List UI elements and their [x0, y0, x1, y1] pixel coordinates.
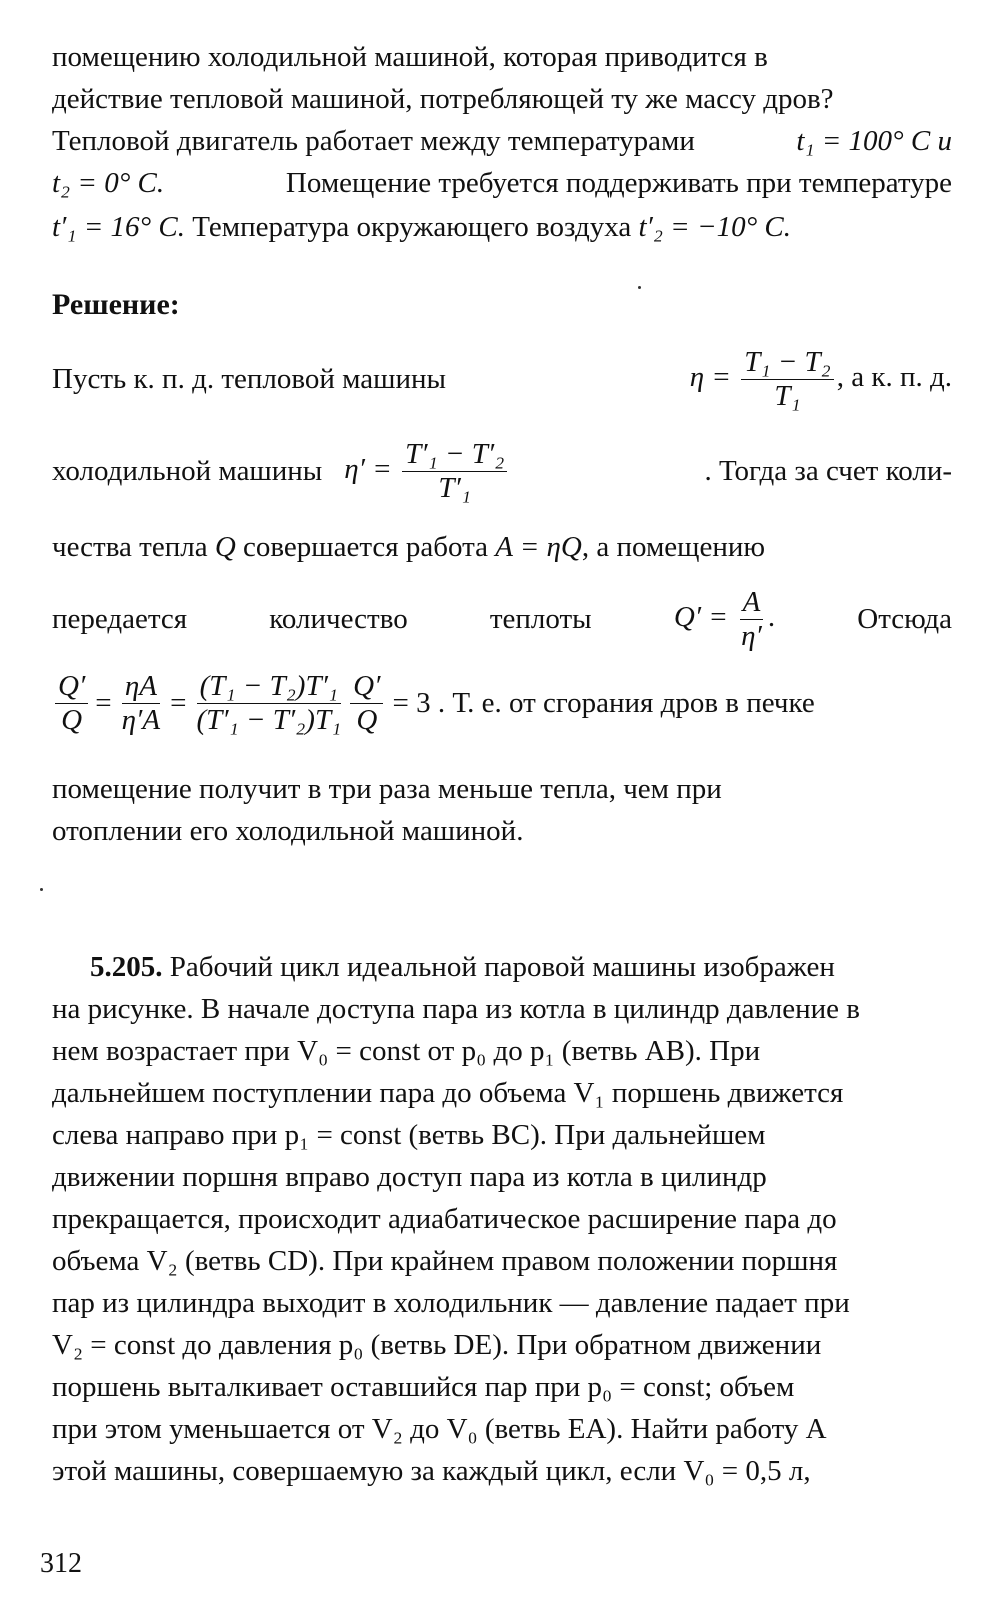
- denominator: (T′₁ − T′₂)T₁: [196, 704, 342, 736]
- text: , а помещению: [581, 531, 766, 563]
- text-line: [52, 124, 952, 158]
- fraction: [119, 672, 163, 735]
- numerator: ηA: [122, 672, 160, 704]
- text: этой машины, совершаемую за каждый цикл, если V₀ = 0,5 л,: [52, 1455, 811, 1487]
- text: Помещение требуется поддерживать при температуре: [285, 167, 952, 199]
- text: Пусть к. п. д. тепловой машины: [52, 363, 447, 395]
- text-line: [52, 814, 952, 848]
- text: объема V₂ (ветвь CD). При крайнем правом положении поршня: [52, 1245, 838, 1277]
- text: дальнейшем поступлении пара до объема V₁ поршень движется: [52, 1077, 844, 1109]
- text: . Тогда за счет коли-: [704, 455, 952, 487]
- text-line: [52, 1286, 952, 1320]
- fraction: [193, 672, 344, 735]
- text-line: [52, 1202, 952, 1236]
- fraction: [738, 588, 765, 651]
- numerator: A: [740, 588, 764, 620]
- formula-work: A = ηQ: [495, 531, 582, 563]
- text: помещению холодильной машиной, которая приводится в: [52, 41, 768, 73]
- numerator: (T₁ − T₂)T′₁: [197, 672, 341, 704]
- text-line: [52, 40, 952, 74]
- fraction: [402, 440, 507, 503]
- text: слева направо при p₁ = const (ветвь BC). При дальнейшем: [52, 1119, 766, 1151]
- text: совершается работа: [243, 531, 489, 563]
- text: при этом уменьшается от V₂ до V₀ (ветвь EA). Найти работу A: [52, 1413, 827, 1445]
- text: Рабочий цикл идеальной паровой машины изображен: [169, 951, 835, 983]
- text: [392, 687, 952, 720]
- text: действие тепловой машиной, потребляющей ту же массу дров?: [52, 83, 834, 115]
- text: .: [767, 601, 776, 634]
- formula-eta: [690, 348, 952, 411]
- text-line: [52, 992, 952, 1026]
- text-line: [52, 1454, 952, 1488]
- text: движении поршня вправо доступ пара из котла в цилиндр: [52, 1161, 767, 1193]
- text-line: [52, 166, 952, 200]
- numerator: T₁ − T₂: [741, 348, 834, 380]
- denominator: η′A: [121, 704, 161, 736]
- text-line: [52, 1328, 952, 1362]
- text: помещение получит в три раза меньше тепла, чем при: [52, 773, 722, 805]
- text: нем возрастает при V₀ = const от p₀ до p₁ (ветвь AB). При: [52, 1035, 761, 1067]
- text-line: [52, 1076, 952, 1110]
- formula-q-prime: [674, 588, 775, 651]
- problem-number: 5.205.: [90, 951, 163, 983]
- q-prime-lhs: Q′ =: [673, 601, 728, 634]
- text-line: [52, 772, 952, 806]
- solution-heading: Решение:: [52, 288, 180, 321]
- denominator: Q: [356, 704, 378, 736]
- text: передается: [52, 603, 188, 635]
- formula-t2-prime: t′₂ = −10° C.: [638, 211, 792, 243]
- fraction: [350, 672, 383, 735]
- text-line: [52, 1160, 952, 1194]
- equals-sign: =: [170, 687, 187, 719]
- eta-lhs: η =: [689, 361, 731, 394]
- numerator: Q′: [55, 672, 88, 704]
- equals-sign: =: [95, 687, 112, 719]
- text: поршень выталкивает оставшийся пар при p₀ = const; объем: [52, 1371, 795, 1403]
- text: теплоты: [489, 603, 592, 635]
- text: = 3 . Т. е. от сгорания дров в печке: [392, 687, 815, 719]
- text-line: [52, 1370, 952, 1404]
- text-line: [52, 1244, 952, 1278]
- text: Температура окружающего воздуха: [192, 211, 632, 243]
- text: отоплении его холодильной машиной.: [52, 815, 524, 847]
- text-line: [90, 950, 952, 984]
- speck: [638, 286, 641, 289]
- text: Отсюда: [857, 603, 952, 635]
- text: V₂ = const до давления p₀ (ветвь DE). При обратном движении: [52, 1329, 822, 1361]
- text-line: [52, 440, 952, 503]
- denominator: Q: [61, 704, 83, 736]
- text: Тепловой двигатель работает между температурами: [52, 125, 695, 157]
- formula-eta-prime: [344, 440, 510, 503]
- text-line: [52, 1034, 952, 1068]
- text-line: [52, 1412, 952, 1446]
- formula-q: Q: [214, 531, 236, 563]
- text: на рисунке. В начале доступа пара из котла в цилиндр давление в: [52, 993, 860, 1025]
- numerator: Q′: [350, 672, 383, 704]
- text-line: [52, 82, 952, 116]
- formula-t1: t₁ = 100° C и: [796, 125, 952, 157]
- text-line: [52, 588, 952, 651]
- speck: [40, 888, 43, 891]
- text: , а к. п. д.: [836, 361, 952, 394]
- text-line: [52, 348, 952, 411]
- text-line: [52, 530, 952, 564]
- denominator: T₁: [774, 380, 801, 412]
- denominator: T′₁: [438, 472, 471, 504]
- fraction: [55, 672, 88, 735]
- formula-ratio-line: [52, 672, 952, 735]
- text: пар из цилиндра выходит в холодильник — давление падает при: [52, 1287, 850, 1319]
- text-line: [52, 210, 952, 244]
- text: чества тепла: [52, 531, 208, 563]
- numerator: T′₁ − T′₂: [402, 440, 507, 472]
- text-line: [52, 1118, 952, 1152]
- fraction: [741, 348, 834, 411]
- formula-t2: t₂ = 0° C.: [52, 167, 165, 199]
- text: холодильной машины: [52, 455, 323, 487]
- text: количество: [269, 603, 408, 635]
- text: прекращается, происходит адиабатическое расширение пара до: [52, 1203, 837, 1235]
- formula-t1-prime: t′₁ = 16° C.: [52, 211, 185, 243]
- page-number: 312: [40, 1548, 82, 1579]
- eta-prime-lhs: η′ =: [344, 453, 392, 486]
- denominator: η′: [741, 620, 762, 652]
